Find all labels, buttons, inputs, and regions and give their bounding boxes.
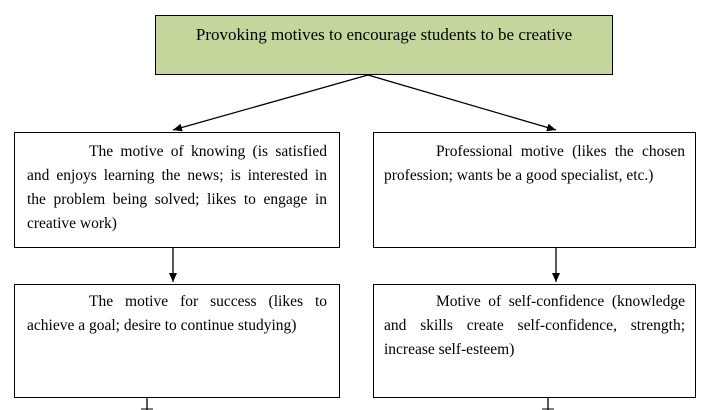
self-confidence-motive-text: Motive of self-confidence (knowledge and skills create self-confidence, strength; increase self-esteem) (384, 293, 685, 358)
arrow-title-to-professional (368, 75, 556, 130)
knowing-motive-text: The motive of knowing (is satisfied and enjoys learning the news; is interested in the problem being solved; likes to engage in creative work) (27, 143, 327, 232)
self-confidence-motive-box (373, 284, 696, 398)
diagram-title-box (155, 15, 613, 75)
knowing-motive-box (14, 132, 340, 248)
arrow-title-to-knowing (173, 75, 368, 130)
success-motive-box (14, 284, 340, 398)
success-motive-text: The motive for success (likes to achieve a goal; desire to continue studying) (27, 293, 327, 334)
professional-motive-box (373, 132, 696, 248)
professional-motive-text: Professional motive (likes the chosen profession; wants be a good specialist, etc.) (384, 143, 685, 184)
diagram-title: Provoking motives to encourage students to be creative (195, 25, 573, 44)
